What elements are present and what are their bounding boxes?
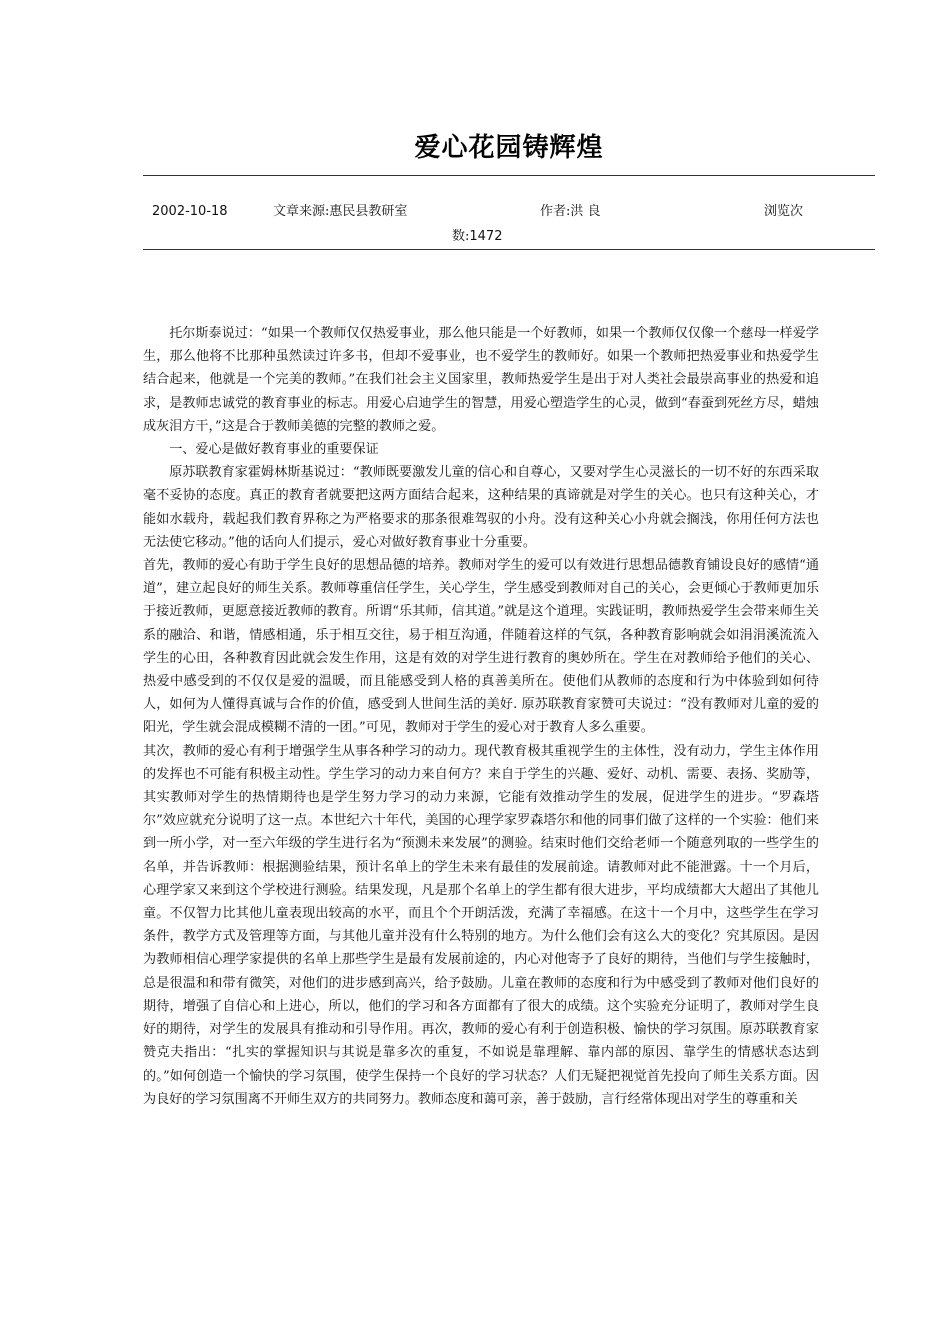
paragraph-second-point: 其次，教师的爱心有利于增强学生从事各种学习的动力。现代教育极其重视学生的主体性，没有动力，学生主体作用的发挥也不可能有积极主动性。学生学习的动力来自何方？来自于学生的兴趣、爱好、动机、需要、表扬、奖励等，其实教师对学生的热情期待也是学生努力学习的动力来源，它能有效推动学生的发展，促进学生的进步。“罗森塔尔”效应就充分说明了这一点。本世纪六十年代，美国的心理学家罗森塔尔和他的同事们做了这样的一个实验：他们来到一所小学，对一至六年级的学生进行名为“预测未来发展”的测验。结束时他们交给老师一个随意列取的一些学生的名单，并告诉教师：根据测验结果，预计名单上的学生未来有最佳的发展前途。请教师对此不能泄露。十一个月后，心理学家又来到这个学校进行测验。结果发现，凡是那个名单上的学生都有很大进步，平均成绩都大大超出了其他儿童。不仅智力比其他儿童表现出较高的水平，而且个个开朗活泼，充满了幸福感。在这十一个月中，这些学生在学习条件，教学方式及管理等方面，与其他儿童并没有什么特别的地方。为什么他们会有这么大的变化？究其原因。是因为教师相信心理学家提供的名单上那些学生是最有发展前途的，内心对他寄予了良好的期待，当他们与学生接触时，总是很温和和带有微笑，对他们的进步感到高兴，给予鼓励。儿童在教师的态度和行为中感受到了教师对他们良好的期待，增强了自信心和上进心，所以，他们的学习和各方面都有了很大的成绩。这个实验充分证明了，教师对学生良好的期待，对学生的发展具有推动和引导作用。再次，教师的爱心有利于创造积极、愉快的学习氛围。原苏联教育家赞克夫指出：“扎实的掌握知识与其说是靠多次的重复，不如说是靠理解、靠内部的原因、靠学生的情感状态达到的。”如何创造一个愉快的学习氛围，使学生保持一个良好的学习状态？人们无疑把视觉首先投向了师生关系方面。因为良好的学习氛围离不开师生双方的共同努力。教师态度和蔼可亲，善于鼓励，言行经常体现出对学生的尊重和关	[143, 743, 819, 1107]
views-label: 浏览次	[764, 204, 804, 219]
publish-date: 2002-10-18	[152, 204, 228, 219]
views-count-line	[452, 228, 502, 246]
paragraph-intro: 托尔斯泰说过：“如果一个教师仅仅热爱事业，那么他只能是一个好教师，如果一个教师仅仅像一个慈母一样爱学生，那么他将不比那种虽然读过许多书，但却不爱事业，也不爱学生的教师好。如果一个教师把热爱事业和热爱学生结合起来，他就是一个完美的教师。”在我们社会主义国家里，教师热爱学生是出于对人类社会最崇高事业的热爱和追求，是教师忠诚党的教育事业的标志。用爱心启迪学生的智慧，用爱心塑造学生的心灵，做到“春蚕到死丝方尽，蜡烛成灰泪方干，”这是合于教师美德的完整的教师之爱。	[143, 326, 819, 434]
section-heading: 一、爱心是做好教育事业的重要保证	[169, 442, 379, 458]
article-title: 爱心花园铸辉煌	[414, 133, 604, 163]
article-source: 文章来源:惠民县教研室	[273, 204, 408, 219]
views-count: 1472	[469, 229, 503, 244]
views-count-label: 数:	[452, 229, 470, 244]
paragraph-first-point: 首先，教师的爱心有助于学生良好的思想品德的培养。教师对学生的爱可以有效进行思想品德教育铺设良好的感情“通道”，建立起良好的师生关系。教师尊重信任学生，关心学生，学生感受到教师对自己的关心，会更倾心于教师更加乐于接近教师，更愿意接近教师的教育。所谓“乐其师，信其道。”就是这个道理。实践证明，教师热爱学生会带来师生关系的融洽、和谐，情感相通，乐于相互交往，易于相互沟通，伴随着这样的气氛，各种教育影响就会如涓涓溪流流入学生的心田，各种教育因此就会发生作用，这是有效的对学生进行教育的奥妙所在。学生在对教师给予他们的关心、热爱中感受到的不仅仅是爱的温暖，而且能感受到人格的真善美所在。使他们从教师的态度和行为中体验到如何待人，如何为人懂得真诚与合作的价值，感受到人世间生活的美好. 原苏联教育家赞可夫说过：“没有教师对儿童的爱的阳光，学生就会混成模糊不清的一团。”可见，教师对于学生的爱心对于教育人多么重要。	[143, 558, 819, 736]
meta-divider	[143, 249, 875, 250]
paragraph-quote: 原苏联教育家霍姆林斯基说过：“教师既要激发儿童的信心和自尊心，又要对学生心灵滋长的一切不好的东西采取毫不妥协的态度。真正的教育者就要把这两方面结合起来，这种结果的真谛就是对学生的关心。也只有这种关心，才能如水载舟，载起我们教育界称之为严格要求的那条很难驾驭的小舟。没有这种关心小舟就会搁浅，你用任何方法也无法使它移动。”他的话向人们提示，爱心对做好教育事业十分重要。	[143, 465, 819, 550]
article-body	[143, 322, 819, 1111]
article-author: 作者:洪 良	[540, 204, 601, 219]
title-divider	[143, 175, 875, 176]
